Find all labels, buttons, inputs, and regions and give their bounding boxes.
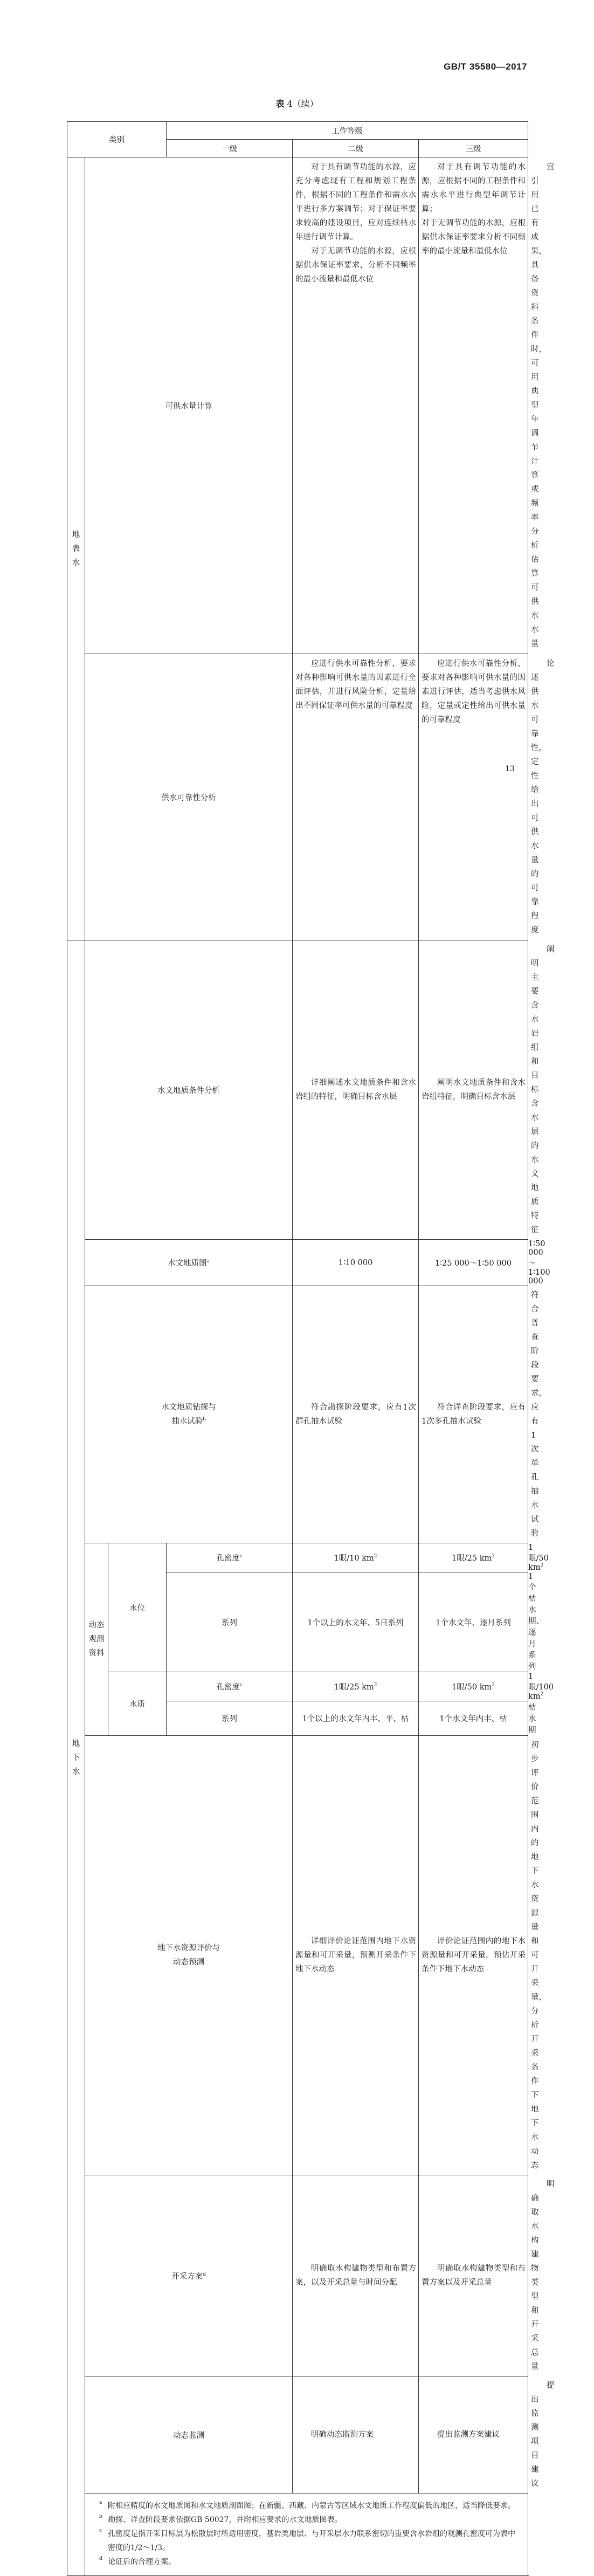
water-quality: 水质 — [108, 1672, 167, 1736]
cell-grade-2: 1眼/25 $km^2$ — [419, 1543, 528, 1572]
caption-number: 4 — [287, 99, 293, 109]
group-groundwater — [67, 940, 85, 2576]
cell-grade-2: 提出监测方案建议 — [419, 2376, 528, 2493]
row-name: 水文地质图$^a$ — [85, 1240, 293, 1286]
cell-paragraph: 对于具有调节功能的水源，应根据不同的工程条件和需水水平进行典型年调节计算； — [422, 163, 526, 214]
page-number: 13 — [505, 765, 515, 773]
cell-paragraph: 对于无调节功能的水源，应根据供水保证率要求分析不同频率的最小流量和最低水位 — [422, 219, 526, 256]
cell-grade-1: 明确取水构建物类型和布置方案，以及开采总量与时间分配 — [293, 2175, 419, 2376]
row-name: 动态监测 — [85, 2376, 293, 2493]
header-category: 类别 — [67, 122, 167, 157]
row-name: 孔密度$^c$ — [167, 1672, 293, 1701]
row-name: 系列 — [167, 1572, 293, 1672]
header-grade-2: 二级 — [293, 140, 419, 157]
footnote: c 孔密度是指开采目标层为松散层时所适用密度，基岩类地层、与开采层水力联系密切的重要含水岩组的观测孔密度可为表中密度的1/2～1/3。 — [99, 2528, 515, 2552]
group-label: 地下水 — [72, 1740, 80, 1776]
caption-label: 表 — [275, 99, 285, 109]
row-name: 地下水资源评价与 动态预测 — [85, 1736, 293, 2175]
cell-grade-1: 1个以上的水文年内丰、平、枯 — [293, 1701, 419, 1736]
header-work-grade: 工作等级 — [167, 122, 528, 140]
cell-grade-1: 符合勘探阶段要求，应有1次群孔抽水试验 — [293, 1286, 419, 1543]
row-name: 可供水量计算 — [85, 157, 293, 654]
cell-grade-1: 应进行供水可靠性分析，要求对各种影响可供水量的因素进行全面评估，并进行风险分析，定量给出不同保证率可供水量的可靠程度 — [293, 654, 419, 940]
table-notes — [85, 2493, 528, 2576]
cell-grade-1 — [293, 157, 419, 654]
cell-grade-1: 1眼/25 $km^2$ — [293, 1672, 419, 1701]
cell-grade-1: 详细阐述水文地质条件和含水岩组的特征，明确目标含水层 — [293, 940, 419, 1240]
cell-grade-1: 1眼/10 $km^2$ — [293, 1543, 419, 1572]
cell-grade-2: 评价论证范围内的地下水资源量和可开采量，预估开采条件下地下水动态 — [419, 1736, 528, 2175]
group-surface-water — [67, 157, 85, 940]
row-name: 孔密度$^c$ — [167, 1543, 293, 1572]
group-label: 地表水 — [72, 530, 80, 567]
row-name: 供水可靠性分析 — [85, 654, 293, 940]
footnote: d 论证后的合理方案。 — [99, 2556, 176, 2566]
cell-grade-2: 1眼/50 $km^2$ — [419, 1672, 528, 1701]
cell-grade-2: 1个水文年内丰、枯 — [419, 1701, 528, 1736]
footnote: b 勘探、详查阶段要求依据GB 50027，并附相应要求的水文地质图表。 — [99, 2514, 342, 2524]
cell-grade-2: 应进行供水可靠性分析，要求对各种影响可供水量的因素进行评估，适当考虑供水风险，定量或定性给出可供水量的可靠程度 — [419, 654, 528, 940]
table-caption — [0, 97, 594, 109]
dynamic-observation-data — [85, 1543, 108, 1736]
row-name: 水文地质条件分析 — [85, 940, 293, 1240]
cell-grade-2 — [419, 157, 528, 654]
row-name: 开采方案$^d$ — [85, 2175, 293, 2376]
water-level: 水位 — [108, 1543, 167, 1672]
cell-paragraph: 对于具有调节功能的水源，应充分考虑现有工程和规划工程条件，根据不同的工程条件和需水水平进行多方案调节；对于保证率要求较高的建设项目，应对连续枯水年进行调节计算。 — [295, 163, 416, 242]
row-name: 水文地质钻探与 抽水试验$^b$ — [85, 1286, 293, 1543]
cell-grade-2: 1个水文年、逐月系列 — [419, 1572, 528, 1672]
caption-suffix: （续） — [292, 99, 319, 109]
header-grade-3: 三级 — [419, 140, 528, 157]
work-grade-table: 类别 工作等级 一级 二级 三级 地表水 可供水量计算 对于具有调节功能的水源，应充分考虑现有工程和规划工程条件，根据不同的工程条件和需水水平进行多方案调节；对于保证率要求较高的建设项目，应对连续枯水年进行调节计算。 对于无调节功能的水源，应根据供水保证率要求，分析不同频率的最小流量和最低水位 对于具有调节功能的水源，应根据不同的工程条件和需水水平进行典型年调节计算； 对于无调节功能的水源，应根据供水保证率要求分析不同频率的最小流量和最低水位 宜引用已有成果，具备资料条件时，可用典型年调节计算或频率分析估算可供水水量 供水可靠性分析 应进行供水可靠性分析，要求对各种影响可供水量的因素进行全面评估，并进行风险分析，定量给出不同保证率可供水量的可靠程度 应进行供水可靠性分析，要求对各种影响可供水量的因素进行评估，适当考虑供水风险，定量或定性给出可供水量的可靠程度 论述供水可靠性，定性给出可供水量的可靠程度 地下水 水文地质条件分析 详细阐述水文地质条件和含水岩组的特征，明确目标含水层 阐明水文地质条件和含水岩组特征，明确目标含水层 阐明主要含水岩组和目标含水层的水文地质特征 水文地质图$^a$ 1∶10 000 1∶25 000～1∶50 000 1∶50 000～1∶100 000 水文地质钻探与 抽水试验$^b$ 符合勘探阶段要求，应有1次群孔抽水试验 符合详查阶段要求，应有1次多孔抽水试验 符合普查阶段要求，应有1次单孔抽水试验 动态观测资料 水位 孔密度$^c$ 1眼/10 $km^2$ 1眼/25 $km^2$ 1眼/50 $km^2$ 系列 1个以上的水文年、5日系列 1个水文年、逐月系列 1个枯水期、逐月系列 水质 孔密度$^c$ 1眼/25 $km^2$ 1眼/50 $km^2$ 1眼/100 $km^2$ 系列 1个以上的水文年内丰、平、枯 1个水文年内丰、枯 枯水期 地下水资源评价与 动态预测 详细评价论证范围内地下水资源量和可开采量，预测开采条件下地下水动态 评价论证范围内的地下水资源量和可开采量，预估开采条件下地下水动态 初步评价范围内的地下水资源量和可开采量，分析开采条件下地下水动态 开采方案$^d$ 明确取水构建物类型和布置方案，以及开采总量与时间分配 明确取水构建物类型和布置方案以及开采总量 明确取水构建物类型和开采总量 动态监测 明确动态监测方案 提出监测方案建议 提出监测项目建议 a 附相应精度的水文地质图和水文地质剖面图；在新疆、西藏、内蒙古等区域水文地质工作程度偏低的地区，适当降低要求。 b 勘探、详查阶段要求依据GB 50027，并附相应要求的水文地质图表。 c 孔密度是指开采目标层为松散层时所适用密度，基岩类地层、与开采层水力联系密切的重要含水岩组的观测孔密度可为表中密度的1/2～1/3。 d 论证后的合理方案。 — [67, 121, 528, 2576]
cell-grade-1: 明确动态监测方案 — [293, 2376, 419, 2493]
group-label: 动态观测资料 — [88, 1621, 105, 1658]
cell-grade-2: 1∶25 000～1∶50 000 — [419, 1240, 528, 1286]
cell-grade-1: 1个以上的水文年、5日系列 — [293, 1572, 419, 1672]
cell-grade-1: 详细评价论证范围内地下水资源量和可开采量，预测开采条件下地下水动态 — [293, 1736, 419, 2175]
cell-grade-1: 1∶10 000 — [293, 1240, 419, 1286]
cell-grade-2: 明确取水构建物类型和布置方案以及开采总量 — [419, 2175, 528, 2376]
cell-paragraph: 对于无调节功能的水源，应根据供水保证率要求，分析不同频率的最小流量和最低水位 — [295, 247, 416, 284]
row-name: 系列 — [167, 1701, 293, 1736]
cell-grade-2: 阐明水文地质条件和含水岩组特征，明确目标含水层 — [419, 940, 528, 1240]
standard-number: GB/T 35580—2017 — [444, 61, 527, 72]
cell-grade-2: 符合详查阶段要求，应有1次多孔抽水试验 — [419, 1286, 528, 1543]
footnote: a 附相应精度的水文地质图和水文地质剖面图；在新疆、西藏、内蒙古等区域水文地质工作程度偏低的地区，适当降低要求。 — [99, 2500, 515, 2510]
header-grade-1: 一级 — [167, 140, 293, 157]
